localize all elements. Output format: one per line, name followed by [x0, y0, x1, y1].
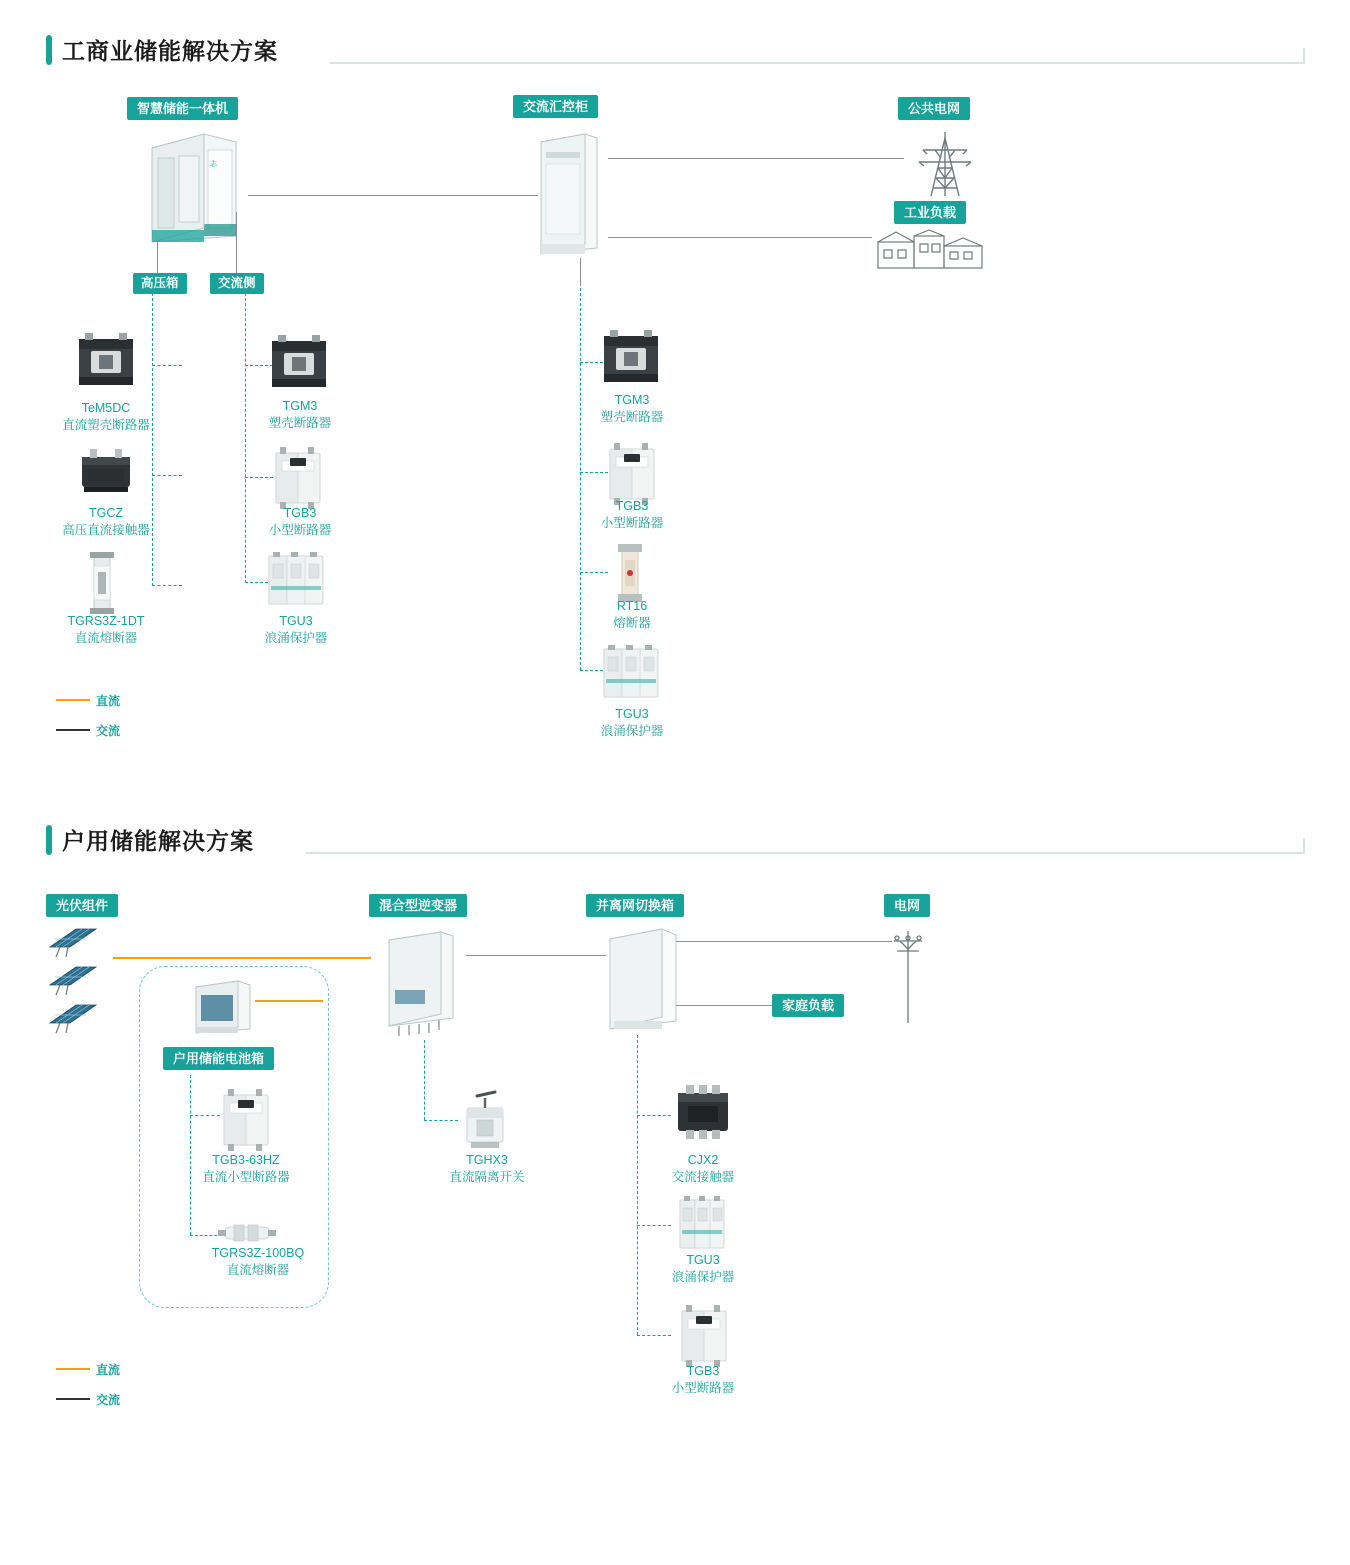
- ac-line-switchbox-to-home-load: [676, 1005, 772, 1006]
- node-label-grid: 电网: [884, 894, 930, 917]
- section-header-residential: [46, 823, 254, 856]
- component-caption: TGB3-63HZ 直流小型断路器: [202, 1153, 290, 1184]
- battery-cabinet-icon: [190, 977, 256, 1037]
- pv-panel-icon: [46, 925, 98, 959]
- dashed-branch-hv-2: [152, 475, 182, 476]
- ac-line-inverter-to-switchbox: [466, 955, 606, 956]
- dc-fuse-icon: [82, 552, 122, 614]
- ac-line-switchbox-to-grid: [676, 941, 892, 942]
- svg-text:志: 志: [210, 161, 217, 168]
- component-caption: CJX2 交流接触器: [671, 1153, 735, 1184]
- node-label-ess-machine: 智慧储能一体机: [127, 97, 238, 120]
- node-label-ac-cabinet: 交流汇控柜: [513, 95, 598, 118]
- component-caption: RT16 熔断器: [613, 599, 651, 630]
- section-accent-bar: [46, 35, 52, 65]
- legend-dc-label: 直流: [96, 694, 121, 708]
- dashed-branch-sb-1: [637, 1115, 671, 1116]
- component-caption: TGB3 小型断路器: [600, 499, 664, 530]
- component-caption: TGB3 小型断路器: [671, 1364, 735, 1395]
- surge-protector-icon: [265, 552, 327, 610]
- miniature-circuit-breaker-icon: [676, 1305, 732, 1367]
- node-label-switch-box: 并离网切换箱: [586, 894, 684, 917]
- node-label-hybrid-inverter: 混合型逆变器: [369, 894, 467, 917]
- miniature-circuit-breaker-icon: [218, 1089, 274, 1151]
- molded-case-circuit-breaker-icon: [75, 333, 137, 391]
- legend-ac-label: 交流: [96, 724, 121, 738]
- node-label-battery-box: 户用储能电池箱: [163, 1047, 274, 1070]
- dashed-spine-switchbox: [637, 1035, 638, 1335]
- drop-line-hv-box: [157, 240, 158, 273]
- legend-dc-label: 直流: [96, 1363, 121, 1377]
- component-caption: TGM3 塑壳断路器: [268, 399, 332, 430]
- legend-ac-swatch: [56, 1398, 90, 1400]
- surge-protector-icon: [676, 1196, 728, 1254]
- legend-ac-label: 交流: [96, 1393, 121, 1407]
- dashed-branch-ac-2: [245, 477, 273, 478]
- node-label-home-load: 家庭负载: [772, 994, 844, 1017]
- dashed-branch-sb-2: [637, 1225, 671, 1226]
- legend-dc-swatch: [56, 1368, 90, 1370]
- ac-line-cabinet-to-load: [608, 237, 872, 238]
- dashed-branch-inv-1: [424, 1120, 458, 1121]
- drop-line-ac-cabinet: [580, 258, 581, 286]
- component-caption: TGU3 浪涌保护器: [671, 1253, 735, 1284]
- fuse-icon: [612, 542, 648, 604]
- section-title-commercial: 工商业储能解决方案: [62, 38, 278, 64]
- component-caption: TGRS3Z-1DT 直流熔断器: [67, 614, 145, 645]
- component-caption: TeM5DC 直流塑壳断路器: [62, 401, 150, 432]
- miniature-circuit-breaker-icon: [604, 443, 660, 505]
- node-label-public-grid: 公共电网: [898, 97, 970, 120]
- dashed-branch-sb-3: [637, 1335, 671, 1336]
- component-caption: TGRS3Z-100BQ 直流熔断器: [211, 1246, 305, 1277]
- section-divider-cap: [1303, 838, 1305, 854]
- utility-pole-icon: [890, 925, 926, 1025]
- component-caption: TGM3 塑壳断路器: [600, 393, 664, 424]
- industrial-load-icon: [876, 228, 984, 270]
- ac-line-ess-to-cabinet: [248, 195, 538, 196]
- node-label-pv-module: 光伏组件: [46, 894, 118, 917]
- hybrid-inverter-icon: [383, 928, 465, 1038]
- miniature-circuit-breaker-icon: [270, 447, 326, 509]
- legend-dc-swatch: [56, 699, 90, 701]
- section-divider-cap: [1303, 48, 1305, 64]
- dashed-branch-hv-3: [152, 585, 182, 586]
- section-divider: [306, 852, 1305, 854]
- surge-protector-icon: [600, 645, 662, 703]
- component-caption: TGU3 浪涌保护器: [600, 707, 664, 738]
- dc-contactor-icon: [78, 447, 134, 493]
- molded-case-circuit-breaker-icon: [268, 335, 330, 393]
- section-accent-bar: [46, 825, 52, 855]
- node-label-industrial-load: 工业负载: [894, 201, 966, 224]
- pv-panel-icon: [46, 963, 98, 997]
- dc-isolator-switch-icon: [457, 1088, 515, 1150]
- component-caption: TGB3 小型断路器: [268, 506, 332, 537]
- component-caption: TGU3 浪涌保护器: [264, 614, 328, 645]
- dc-line-pv-to-inverter: [113, 957, 371, 959]
- dashed-branch-bat-1: [190, 1115, 220, 1116]
- section-header-commercial: [46, 33, 278, 66]
- transmission-tower-icon: [905, 128, 985, 200]
- switch-box-icon: [604, 925, 682, 1035]
- ac-line-cabinet-to-grid: [608, 158, 904, 159]
- pv-panel-icon: [46, 1001, 98, 1035]
- component-caption: TGCZ 高压直流接触器: [62, 506, 150, 537]
- node-label-ac-side: 交流侧: [210, 273, 264, 294]
- node-label-hv-box: 高压箱: [133, 273, 187, 294]
- ess-machine-icon: [146, 128, 241, 248]
- molded-case-circuit-breaker-icon: [600, 330, 662, 388]
- section-title-residential: 户用储能解决方案: [62, 828, 254, 854]
- drop-line-ac-side: [236, 212, 237, 273]
- dashed-spine-inverter: [424, 1040, 425, 1120]
- component-caption: TGHX3 直流隔离开关: [449, 1153, 525, 1184]
- ac-contactor-icon: [672, 1083, 734, 1141]
- dashed-spine-hv-box: [152, 288, 153, 586]
- ac-cabinet-icon: [533, 128, 603, 256]
- dashed-branch-cab-3: [580, 572, 608, 573]
- section-divider: [330, 62, 1305, 64]
- dashed-branch-hv-1: [152, 365, 182, 366]
- legend-ac-swatch: [56, 729, 90, 731]
